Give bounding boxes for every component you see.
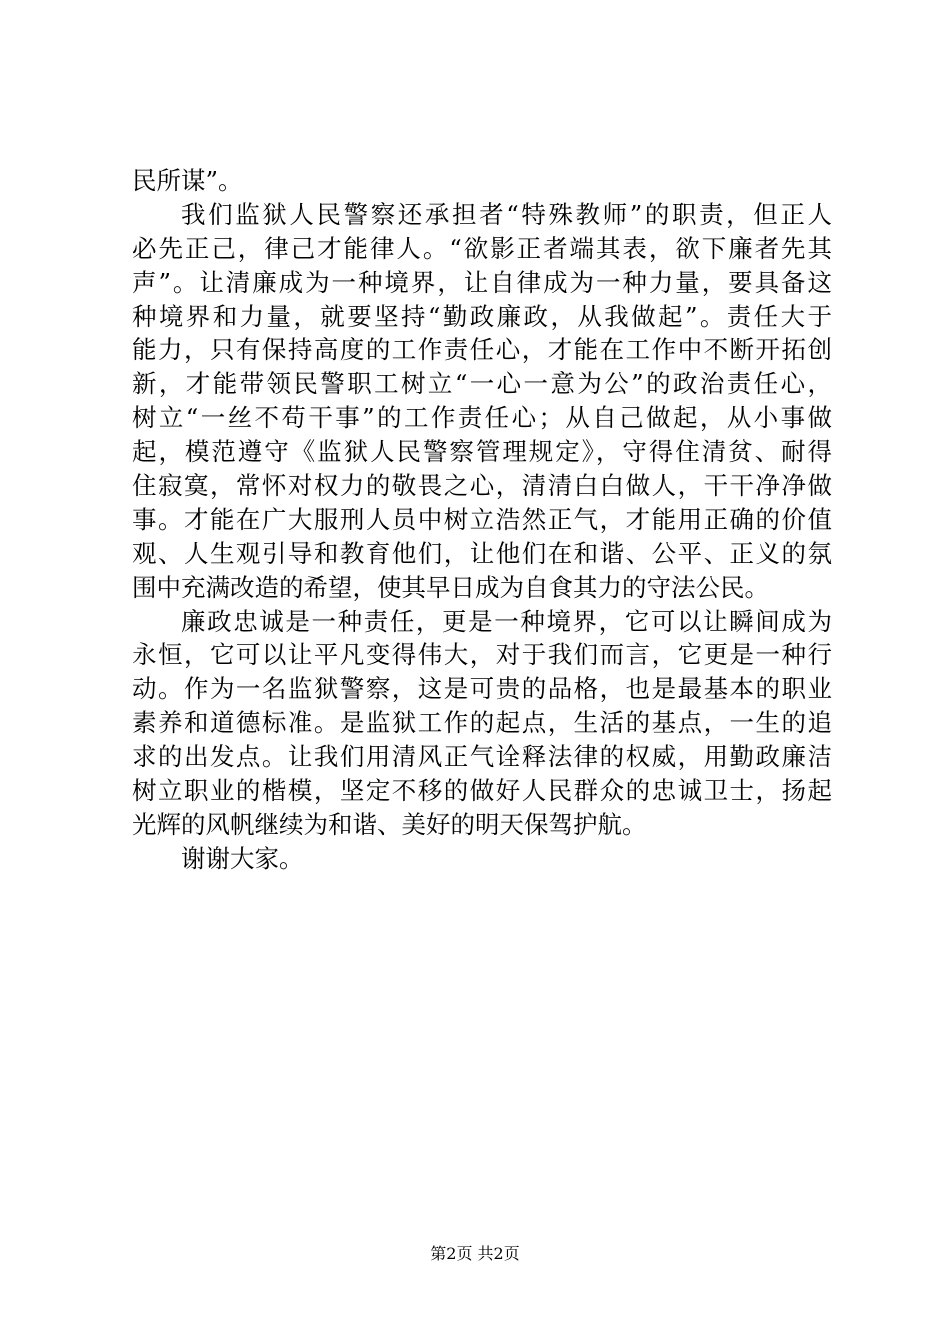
text-line: 声”。让清廉成为一种境界，让自律成为一种力量，要具备这 xyxy=(132,267,832,297)
text-line: 能力，只有保持高度的工作责任心，才能在工作中不断开拓创 xyxy=(132,335,832,365)
text-line: 观、人生观引导和教育他们，让他们在和谐、公平、正义的氛 xyxy=(132,538,832,568)
text-line: 廉政忠诚是一种责任，更是一种境界，它可以让瞬间成为 xyxy=(181,606,832,636)
text-line: 树立职业的楷模，坚定不移的做好人民群众的忠诚卫士，扬起 xyxy=(132,776,832,806)
text-line: 住寂寞，常怀对权力的敬畏之心，清清白白做人，干干净净做 xyxy=(132,471,832,501)
text-line: 新，才能带领民警职工树立“一心一意为公”的政治责任心， xyxy=(132,369,832,399)
text-line: 事。才能在广大服刑人员中树立浩然正气，才能用正确的价值 xyxy=(132,504,832,534)
text-line: 谢谢大家。 xyxy=(181,843,304,873)
text-line: 素养和道德标准。是监狱工作的起点，生活的基点，一生的追 xyxy=(132,708,832,738)
text-line: 种境界和力量，就要坚持“勤政廉政，从我做起”。责任大于 xyxy=(132,301,832,331)
text-line: 民所谋”。 xyxy=(132,166,243,195)
text-line: 求的出发点。让我们用清风正气诠释法律的权威，用勤政廉洁 xyxy=(132,742,832,772)
text-line: 围中充满改造的希望，使其早日成为自食其力的守法公民。 xyxy=(132,572,769,602)
text-line: 动。作为一名监狱警察，这是可贵的品格，也是最基本的职业 xyxy=(132,674,832,704)
text-line: 永恒，它可以让平凡变得伟大，对于我们而言，它更是一种行 xyxy=(132,640,832,670)
text-line: 起，模范遵守《监狱人民警察管理规定》，守得住清贫、耐得 xyxy=(132,437,832,467)
text-line: 必先正己，律己才能律人。“欲影正者端其表，欲下廉者先其 xyxy=(132,233,832,263)
page-number: 第2页 共2页 xyxy=(430,1244,520,1263)
text-line: 光辉的风帆继续为和谐、美好的明天保驾护航。 xyxy=(132,809,647,839)
text-line: 树立“一丝不苟干事”的工作责任心；从自己做起，从小事做 xyxy=(132,403,832,433)
text-line: 我们监狱人民警察还承担者“特殊教师”的职责，但正人 xyxy=(181,199,832,229)
document-body xyxy=(132,164,832,876)
